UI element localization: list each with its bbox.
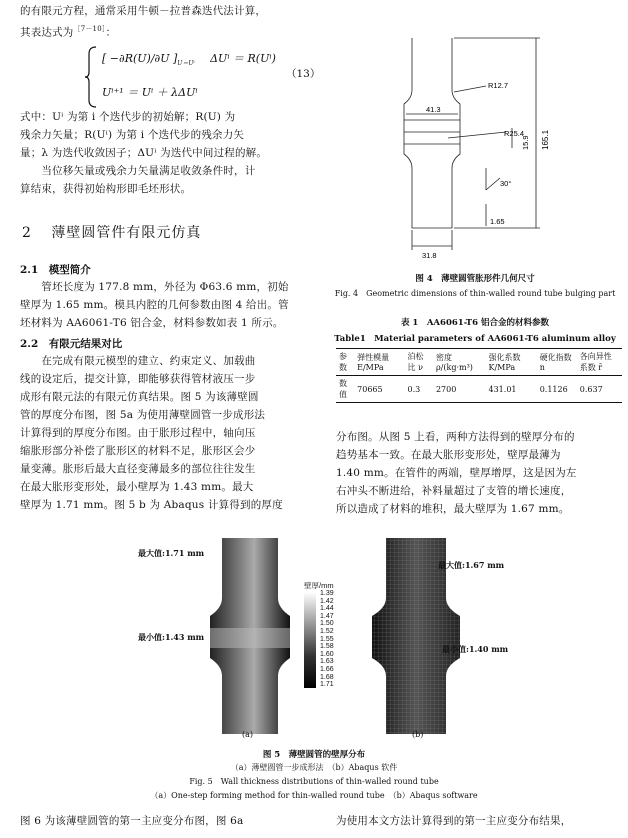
def-line: 量；λ 为迭代收敛因子；ΔUⁱ 为迭代中间过程的解。 (20, 147, 268, 159)
legend-value: 1.63 (320, 658, 334, 666)
figure-5-caption-cn-sub: （a）薄壁圆管一步成形法 （b）Abaqus 软件 (230, 763, 398, 772)
dim-41-3: 41.3 (426, 105, 441, 114)
def-line: 算结束，获得初始构形即毛坯形状。 (20, 183, 192, 195)
figure-4-drawing (400, 28, 570, 264)
body-line: 计算得到的厚度分布图。由于胀形过程中，轴向压 (20, 427, 256, 439)
legend-value: 1.58 (320, 643, 334, 651)
legend-value: 1.50 (320, 620, 334, 628)
body-line: 坯材料为 AA6061-T6 铝合金，材料参数如表 1 所示。 (20, 317, 284, 329)
legend-value: 1.66 (320, 665, 334, 673)
table-header-cell: 参数 (339, 352, 347, 372)
bottom-right-line: 为使用本文方法计算得到的第一主应变分布结果， (336, 815, 572, 827)
def-line: 式中：Uⁱ 为第 i 个迭代步的初始解；R(U) 为 (20, 111, 236, 123)
figure-5b-min-label: 最小值:1.40 mm (442, 644, 509, 654)
table-cell: 2700 (435, 384, 457, 394)
table-cell: 0.1126 (539, 384, 568, 394)
def-line: 当位移矢量或残余力矢量满足收敛条件时，计 (20, 165, 256, 177)
table-header-row (336, 349, 622, 376)
body-line: 量变薄。胀形后最大直径变薄最多的部位往往发生 (20, 463, 256, 475)
table-cell: 431.01 (488, 384, 517, 394)
body-line: 分布图。从图 5 上看，两种方法得到的壁厚分布的 (336, 431, 575, 443)
body-line: 在完成有限元模型的建立、约束定义、加载曲 (20, 355, 256, 367)
figure-5a-tube (190, 536, 310, 736)
dim-30-deg: 30° (500, 179, 512, 188)
equation-number: （13） (286, 68, 321, 80)
intro-colon: ： (105, 26, 117, 39)
table-cell: 0.637 (579, 384, 603, 394)
body-line: 成形有限元法的有限元仿真结果。图 5 为该薄壁圆 (20, 391, 259, 403)
intro-line-2 (20, 20, 320, 42)
intro-line-1: 的有限元方程，通常采用牛顿－拉普森迭代法计算， (20, 5, 267, 17)
subsection-2-2-body (20, 352, 320, 514)
body-line: 壁厚为 1.71 mm。图 5 b 为 Abaqus 计算得到的厚度 (20, 499, 283, 511)
section-2-title: 薄壁圆管件有限元仿真 (51, 225, 202, 241)
section-2-heading (22, 222, 201, 242)
right-column-body (336, 428, 622, 518)
table-1-title-cn: 表 1 AA6061-T6 铝合金的材料参数 (400, 318, 550, 328)
def-line: 残余力矢量；R(Uⁱ) 为第 i 个迭代步的残余力矢 (20, 129, 245, 141)
table-header-cell: 密度 ρ/(kg·m³) (435, 353, 473, 372)
definitions (20, 108, 320, 198)
intro-ref: ［7－10］ (73, 25, 106, 33)
dim-15-9: 15.9 (521, 135, 530, 150)
table-header-cell: 强化系数 K/MPa (488, 353, 521, 372)
table-header-cell: 弹性模量 E/MPa (357, 353, 390, 372)
dim-31-8: 31.8 (422, 251, 437, 260)
table-header-cell: 硬化指数 n (539, 353, 572, 372)
table-cell: 70665 (357, 384, 383, 394)
table-header-cell: 泊松比 ν (407, 352, 424, 372)
body-line: 缩胀形部分补偿了胀形区的材料不足，胀形区会少 (20, 445, 256, 457)
equation-row-2: Uⁱ⁺¹ ＝ Uⁱ ＋ λΔUⁱ (102, 86, 198, 99)
figure-4-caption-en: Fig. 4 Geometric dimensions of thin-walled round tube bulging part (334, 289, 616, 298)
figure-5b-max-label: 最大值:1.67 mm (438, 560, 505, 570)
legend-value: 1.42 (320, 597, 334, 605)
dim-1-65: 1.65 (490, 217, 505, 226)
figure-5a-min-label: 最小值:1.43 mm (138, 632, 205, 642)
equation-13 (22, 44, 322, 106)
legend-title: 壁厚/mm (304, 581, 334, 590)
table-cell: 数值 (339, 379, 347, 399)
body-line: 线的设定后，提交计算，即能够获得管材液压一步 (20, 373, 256, 385)
body-line: 管坯长度为 177.8 mm，外径为 Φ63.6 mm，初始 (20, 281, 289, 293)
body-line: 右冲头不断进给，补料量超过了支管的增长速度， (336, 485, 572, 497)
table-row (336, 376, 622, 403)
legend-value: 1.44 (320, 605, 334, 613)
equation-brace (84, 46, 98, 108)
dim-r25-4: R25.4 (504, 129, 525, 138)
figure-4 (400, 28, 570, 264)
dim-165-1: 165.1 (541, 129, 550, 150)
legend-value: 1.47 (320, 612, 334, 620)
body-line: 所以造成了材料的堆积，最大壁厚为 1.67 mm。 (336, 503, 570, 515)
legend-value: 1.39 (320, 590, 334, 597)
figure-5-caption-cn: 图 5 薄壁圆管的壁厚分布 (262, 750, 366, 760)
eq-row1-sub: U＝Uⁱ (177, 60, 195, 68)
figure-5 (130, 536, 510, 746)
table-header-cell: 各向异性系数 r̄ (579, 352, 612, 372)
figure-5-caption-en-sub: （a）One-step forming method for thin-walled round tube （b）Abaqus software (150, 791, 478, 800)
body-line: 趋势基本一致。在最大胀形变形处，壁厚最薄为 (336, 449, 561, 461)
body-line: 壁厚为 1.65 mm。模具内腔的几何参数由图 4 给出。管 (20, 299, 289, 311)
table-cell: 0.3 (407, 384, 421, 394)
legend-value: 1.60 (320, 650, 334, 658)
table-1-title-en: Table1 Material parameters of AA6061-T6 aluminum alloy (334, 334, 616, 344)
eq-row1-lhs: [ −∂R(U)/∂U ] (102, 52, 178, 65)
eq-row1-mid: ΔUⁱ ＝ R(Uⁱ) (210, 52, 276, 65)
legend-colorbar (304, 592, 316, 688)
intro-text: 其表达式为 (20, 26, 74, 39)
legend-value: 1.55 (320, 635, 334, 643)
body-line: 1.40 mm。在管件的两端，壁厚增厚，这是因为左 (336, 467, 577, 479)
legend-value: 1.52 (320, 627, 334, 635)
figure-5-caption-en: Fig. 5 Wall thickness distributions of thin-walled round tube (189, 777, 439, 786)
figure-4-caption-cn: 图 4 薄壁圆管胀形件几何尺寸 (415, 274, 535, 284)
figure-5a-label: (a) (242, 730, 254, 739)
body-line: 在最大胀形变形处，最小壁厚为 1.43 mm。最大 (20, 481, 254, 493)
equation-row-1 (102, 50, 276, 67)
table-1 (336, 348, 622, 403)
bottom-left-line: 图 6 为该薄壁圆管的第一主应变分布图，图 6a (20, 815, 244, 827)
subsection-2-1-body (20, 278, 320, 332)
subsection-2-2-title: 2.2 有限元结果对比 (20, 338, 123, 350)
subsection-2-1-title: 2.1 模型简介 (20, 264, 91, 276)
legend-values (320, 590, 334, 689)
legend-value: 1.68 (320, 673, 334, 681)
body-line: 管的厚度分布图，图 5a 为使用薄壁圆管一步成形法 (20, 409, 266, 421)
figure-5a-max-label: 最大值:1.71 mm (138, 548, 205, 558)
dim-r12-7: R12.7 (488, 81, 509, 90)
legend-value: 1.71 (320, 681, 334, 689)
section-2-number: 2 (22, 225, 32, 241)
figure-5b-label: (b) (412, 730, 424, 739)
